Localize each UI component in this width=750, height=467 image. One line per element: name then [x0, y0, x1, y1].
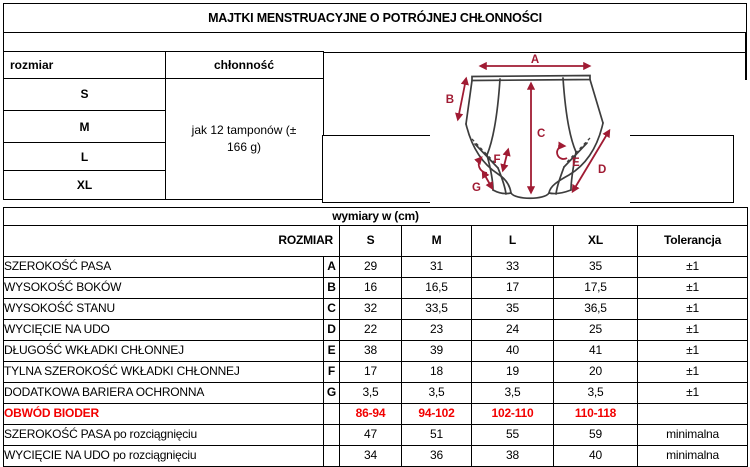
value-s: 32: [340, 299, 402, 320]
col-header-s: S: [340, 226, 402, 257]
measurements-table: [3, 207, 748, 467]
value-tolerance: ±1: [638, 257, 748, 278]
value-tolerance: minimalna: [638, 425, 748, 446]
spacer-row: [3, 32, 747, 53]
value-l: 55: [472, 425, 554, 446]
value-l: 24: [472, 320, 554, 341]
value-s: 29: [340, 257, 402, 278]
value-xl: 41: [554, 341, 638, 362]
value-xl: 59: [554, 425, 638, 446]
dim-label-g: G: [472, 182, 481, 194]
dim-label-d: D: [598, 164, 607, 176]
section-title: wymiary w (cm): [4, 208, 748, 226]
table-row-hip-circumference: [4, 404, 748, 425]
col-header-xl: XL: [554, 226, 638, 257]
value-tolerance: ±1: [638, 278, 748, 299]
value-l: 40: [472, 341, 554, 362]
row-letter: [324, 404, 340, 425]
row-label: SZEROKOŚĆ PASA po rozciągnięciu: [4, 425, 324, 446]
value-s: 22: [340, 320, 402, 341]
page-title: MAJTKI MENSTRUACYJNE O POTRÓJNEJ CHŁONNOŚCI: [3, 3, 747, 33]
value-m: 16,5: [402, 278, 472, 299]
value-xl: 17,5: [554, 278, 638, 299]
value-m: 3,5: [402, 383, 472, 404]
value-xl: 40: [554, 446, 638, 467]
size-column-header: rozmiar: [3, 51, 166, 79]
column-header-row: [4, 226, 748, 257]
value-l: 102-110: [472, 404, 554, 425]
value-m: 31: [402, 257, 472, 278]
value-tolerance: ±1: [638, 341, 748, 362]
table-row: [4, 278, 748, 299]
table-row: [4, 341, 748, 362]
value-xl: 20: [554, 362, 638, 383]
value-s: 38: [340, 341, 402, 362]
dim-label-f: F: [493, 154, 501, 166]
size-cell-s: S: [3, 78, 166, 112]
value-xl: 35: [554, 257, 638, 278]
dim-label-c: C: [537, 128, 546, 140]
value-tolerance: ±1: [638, 362, 748, 383]
row-label: DODATKOWA BARIERA OCHRONNA: [4, 383, 324, 404]
col-header-l: L: [472, 226, 554, 257]
row-letter: E: [324, 341, 340, 362]
outer-right-border-segment: [745, 32, 747, 80]
row-letter: A: [324, 257, 340, 278]
value-m: 23: [402, 320, 472, 341]
value-tolerance: minimalna: [638, 446, 748, 467]
row-letter: B: [324, 278, 340, 299]
value-l: 17: [472, 278, 554, 299]
table-row: [4, 320, 748, 341]
value-l: 33: [472, 257, 554, 278]
section-title-row: [4, 208, 748, 226]
row-letter: [324, 425, 340, 446]
value-s: 17: [340, 362, 402, 383]
value-xl: 36,5: [554, 299, 638, 320]
value-s: 3,5: [340, 383, 402, 404]
value-l: 19: [472, 362, 554, 383]
value-s: 47: [340, 425, 402, 446]
row-label: WYSOKOŚĆ BOKÓW: [4, 278, 324, 299]
row-label: WYSOKOŚĆ STANU: [4, 299, 324, 320]
row-label: DŁUGOŚĆ WKŁADKI CHŁONNEJ: [4, 341, 324, 362]
rozmiar-header: ROZMIAR: [4, 226, 340, 257]
measurements-table-wrap: [3, 207, 747, 467]
value-l: 35: [472, 299, 554, 320]
row-label: OBWÓD BIODER: [4, 404, 324, 425]
dim-label-e: E: [572, 157, 580, 169]
value-tolerance: ±1: [638, 320, 748, 341]
dim-label-a: A: [530, 54, 540, 66]
row-label: WYCIĘCIE NA UDO: [4, 320, 324, 341]
value-xl: 25: [554, 320, 638, 341]
size-cell-l: L: [3, 142, 166, 171]
col-header-tolerance: Tolerancja: [638, 226, 748, 257]
value-s: 86-94: [340, 404, 402, 425]
table-row: [4, 425, 748, 446]
value-m: 18: [402, 362, 472, 383]
row-letter: F: [324, 362, 340, 383]
row-letter: G: [324, 383, 340, 404]
row-letter: D: [324, 320, 340, 341]
row-label: WYCIĘCIE NA UDO po rozciągnięciu: [4, 446, 324, 467]
value-tolerance: [638, 404, 748, 425]
dim-label-b: B: [445, 94, 454, 106]
row-label: TYLNA SZEROKOŚĆ WKŁADKI CHŁONNEJ: [4, 362, 324, 383]
col-header-m: M: [402, 226, 472, 257]
value-s: 16: [340, 278, 402, 299]
table-row: [4, 299, 748, 320]
value-m: 33,5: [402, 299, 472, 320]
value-l: 3,5: [472, 383, 554, 404]
size-cell-xl: XL: [3, 170, 166, 200]
value-tolerance: ±1: [638, 383, 748, 404]
row-letter: [324, 446, 340, 467]
value-m: 51: [402, 425, 472, 446]
row-letter: C: [324, 299, 340, 320]
value-s: 34: [340, 446, 402, 467]
absorbency-column-header: chłonność: [165, 51, 324, 79]
value-xl: 3,5: [554, 383, 638, 404]
panties-measurement-diagram: [430, 53, 630, 203]
value-m: 36: [402, 446, 472, 467]
absorbency-value-cell: jak 12 tamponów (± 166 g): [165, 78, 324, 200]
size-cell-m: M: [3, 110, 166, 144]
row-label: SZEROKOŚĆ PASA: [4, 257, 324, 278]
value-xl: 110-118: [554, 404, 638, 425]
table-row: [4, 257, 748, 278]
table-row: [4, 446, 748, 467]
value-m: 94-102: [402, 404, 472, 425]
table-row: [4, 362, 748, 383]
table-row: [4, 383, 748, 404]
value-tolerance: ±1: [638, 299, 748, 320]
value-l: 38: [472, 446, 554, 467]
value-m: 39: [402, 341, 472, 362]
